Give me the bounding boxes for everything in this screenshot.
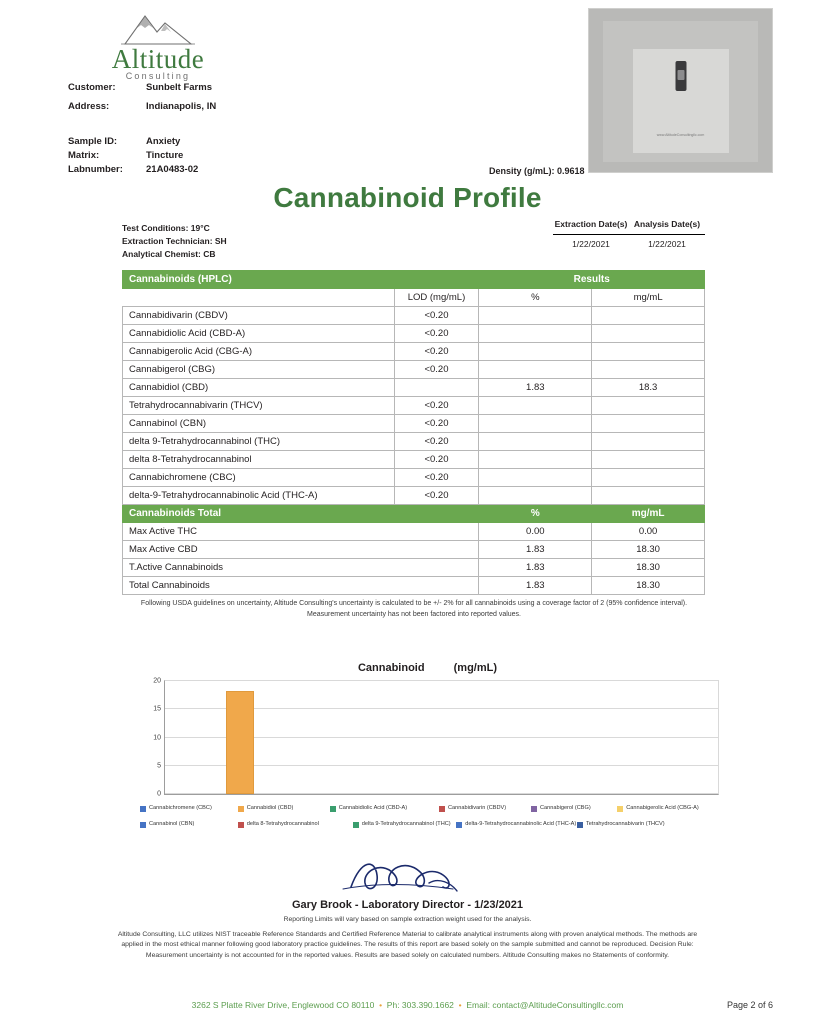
total-pct: 1.83 [479,577,592,595]
table-row [123,451,705,469]
extraction-technician: Extraction Technician: SH [122,235,227,246]
analyte-mg [592,307,705,325]
chart-y-tick-label: 5 [157,762,161,770]
analyte-name: Cannabichromene (CBC) [123,469,395,487]
analyte-lod: <0.20 [394,487,479,505]
legend-swatch [439,806,445,812]
legend-swatch [577,822,583,828]
chart-y-tick-label: 0 [157,790,161,798]
table-row [123,397,705,415]
analyte-lod: <0.20 [394,415,479,433]
sample-block [68,136,198,178]
lod-header: LOD (mg/mL) [394,289,479,307]
legend-swatch [617,806,623,812]
analyte-name: Cannabigerolic Acid (CBG-A) [123,343,395,361]
analysis-date-value: 1/22/2021 [648,238,686,249]
photo-vial [675,61,686,91]
analyte-name: Cannabidiol (CBD) [123,379,395,397]
analyte-name: delta 8-Tetrahydrocannabinol [123,451,395,469]
uncertainty-disclaimer: Following USDA guidelines on uncertainty, Altitude Consulting's uncertainty is calculated to be +/- 2% for all cannabinoids using a coverage factor of 2 (95% confidence interval). Measurement uncertainty has not been factored into reported values. [140,600,688,618]
analyte-mg [592,397,705,415]
table-row [123,487,705,505]
section-header-cell: Cannabinoids (HPLC) [123,271,479,289]
sample-photo [588,8,773,173]
analyte-name: Cannabigerol (CBG) [123,361,395,379]
total-name: T.Active Cannabinoids [123,559,479,577]
analyte-mg [592,487,705,505]
totals-header: Cannabinoids Total [123,505,479,523]
chart-legend-item [353,821,457,828]
footer-email[interactable]: Email: contact@AltitudeConsultingllc.com [466,1000,624,1010]
density-value: Density (g/mL): 0.9618 [489,166,585,176]
customer-block [68,82,216,120]
table-row [123,415,705,433]
legend-swatch [140,806,146,812]
legend-label: Cannabidiolic Acid (CBD-A) [338,805,408,811]
extraction-date-value: 1/22/2021 [572,238,610,249]
table-row [123,361,705,379]
dates-value-row [553,235,705,249]
report-header [0,0,815,180]
analyte-name: Cannabidiolic Acid (CBD-A) [123,325,395,343]
labnumber-label: Labnumber: [68,164,123,175]
chart-title: Cannabinoid [357,662,425,674]
mg-header: mg/mL [592,289,705,307]
legend-label: delta 8-Tetrahydrocannabinol [246,821,319,827]
analyte-lod: <0.20 [394,469,479,487]
chart-y-tick-label: 10 [153,734,161,741]
chart-legend-item [456,821,577,828]
table-section-header [123,271,705,289]
chart-y-tick-label: 20 [153,677,161,685]
address-value: Indianapolis, IN [146,101,217,112]
legend-label: Cannabichromene (CBC) [149,805,212,811]
total-mg: 18.30 [592,559,705,577]
legend-swatch [140,822,146,828]
legend-swatch [238,806,244,812]
sample-id-value: Anxiety [146,136,181,147]
customer-value: Sunbelt Farms [146,82,212,93]
analyte-pct [479,487,592,505]
chart-legend-item [439,805,531,812]
chart-legend-item [330,805,439,812]
signature-image [0,853,815,897]
analyte-mg [592,325,705,343]
legend-swatch [531,806,537,812]
mountain-icon [68,8,248,48]
sample-id-label: Sample ID: [68,136,118,147]
table-row [123,325,705,343]
photo-background [603,21,758,162]
analyte-pct [479,415,592,433]
blank-header-cell [123,289,395,307]
analyte-pct [479,343,592,361]
total-mg: 18.30 [592,541,705,559]
dates-header-row [553,218,705,235]
analyte-lod: <0.20 [394,361,479,379]
analyte-name: Tetrahydrocannabivarin (THCV) [123,397,395,415]
chart-bar [226,691,254,794]
analyte-pct [479,361,592,379]
legend-label: Cannabidiol (CBD) [246,805,294,811]
test-conditions-block [122,222,227,260]
signature-name: Gary Brook - Laboratory Director - 1/23/2021 [291,899,524,911]
analyte-mg [592,469,705,487]
chart-gridline [153,677,718,685]
cannabinoid-table [122,270,705,595]
table-row [123,379,705,397]
address-label: Address: [68,101,110,112]
customer-row [68,82,216,93]
analyte-mg [592,361,705,379]
analyte-name: Cannabidivarin (CBDV) [123,307,395,325]
table-row [123,307,705,325]
signature-area [0,853,815,961]
matrix-row [68,150,198,161]
chart-title-row [136,662,719,674]
labnumber-row [68,164,198,175]
analyte-name: delta 9-Tetrahydrocannabinol (THC) [123,433,395,451]
footer-phone: Ph: 303.390.1662 [386,1000,454,1010]
reporting-limits-note: Reporting Limits will vary based on sample extraction weight used for the analysis. [283,916,532,923]
table-column-header [123,289,705,307]
fine-print: Altitude Consulting, LLC utilizes NIST traceable Reference Standards and Certified Reference Material to calibrate analytical instruments along with proven analytical methods. The methods are applied in the most ethical manner following good laboratory practice guidelines. The results of this report are based solely on the sample submitted and cannot be reproduced. Decision Rule: Measurement uncertainty is not accounted for in the reported values. Results are based solely on calculated numbers. Altitude Consulting makes no Statements of conformity. [117,930,698,959]
analyte-pct [479,433,592,451]
extraction-date-header: Extraction Date(s) [554,219,628,229]
analyte-mg: 18.3 [592,379,705,397]
labnumber-value: 21A0483-02 [146,164,199,175]
chart-legend-item [577,821,681,828]
legend-label: delta 9-Tetrahydrocannabinol (THC) [361,821,451,827]
page-number: Page 2 of 6 [726,1000,773,1010]
analyte-lod [394,379,479,397]
analyte-pct: 1.83 [479,379,592,397]
pct-header: % [479,289,592,307]
page-title: Cannabinoid Profile [273,182,542,213]
totals-pct-header: % [479,505,592,523]
totals-mg-header: mg/mL [592,505,705,523]
footer-separator-2: • [456,1000,464,1010]
total-mg: 18.30 [592,577,705,595]
totals-header-row [123,505,705,523]
total-pct: 0.00 [479,523,592,541]
company-logo [68,8,248,81]
totals-row [123,541,705,559]
legend-swatch [238,822,244,828]
analyte-mg [592,433,705,451]
analyte-pct [479,451,592,469]
company-tagline: Consulting [125,71,191,82]
results-header-cell: Results [479,271,705,289]
legend-label: Cannabinol (CBN) [149,821,195,827]
analytical-chemist: Analytical Chemist: CB [122,248,216,259]
chart-legend-item [140,805,238,812]
totals-row [123,559,705,577]
analyte-name: delta-9-Tetrahydrocannabinolic Acid (THC-A) [123,487,395,505]
table-row [123,343,705,361]
customer-label: Customer: [68,82,116,93]
photo-caption: www.AltitudeConsultingllc.com [656,133,705,137]
dates-box [553,218,705,249]
footer-address: 3262 S Platte River Drive, Englewood CO 80110 [191,1000,375,1010]
totals-row [123,523,705,541]
analyte-mg [592,343,705,361]
legend-swatch [353,822,359,828]
legend-label: Cannabigerol (CBG) [540,805,591,811]
matrix-value: Tincture [146,150,184,161]
legend-swatch [330,806,336,812]
analyte-mg [592,451,705,469]
total-name: Max Active CBD [123,541,479,559]
analyte-lod: <0.20 [394,325,479,343]
chart-legend-item [617,805,715,812]
test-conditions: Test Conditions: 19°C [122,223,210,233]
analyte-pct [479,469,592,487]
table-row [123,469,705,487]
footer [0,1000,815,1010]
chart-unit-label: (mg/mL) [453,662,498,674]
chart-legend-item [531,805,617,812]
chart-y-tick-label: 15 [153,705,161,713]
legend-label: delta-9-Tetrahydrocannabinolic Acid (THC-A) [465,821,577,827]
analyte-lod: <0.20 [394,343,479,361]
analyte-mg [592,415,705,433]
analyte-name: Cannabinol (CBN) [123,415,395,433]
total-name: Total Cannabinoids [123,577,479,595]
total-name: Max Active THC [123,523,479,541]
sample-id-row [68,136,198,147]
analyte-lod: <0.20 [394,397,479,415]
analysis-date-header: Analysis Date(s) [633,219,701,229]
chart-legend-item [140,821,238,828]
total-mg: 0.00 [592,523,705,541]
legend-label: Cannabigerolic Acid (CBG-A) [626,805,699,811]
chart-legend-item [238,821,353,828]
chart-legend [136,805,719,837]
analyte-pct [479,397,592,415]
cannabinoid-chart [136,662,719,837]
analyte-pct [479,325,592,343]
analyte-lod: <0.20 [394,451,479,469]
total-pct: 1.83 [479,541,592,559]
table-row [123,433,705,451]
analyte-pct [479,307,592,325]
matrix-label: Matrix: [68,150,100,161]
totals-row [123,577,705,595]
legend-swatch [456,822,462,828]
chart-plot-area [153,677,719,798]
address-row [68,101,216,112]
company-name: Altitude [111,44,205,74]
analyte-lod: <0.20 [394,307,479,325]
legend-label: Cannabidivarin (CBDV) [448,805,507,811]
analyte-lod: <0.20 [394,433,479,451]
chart-legend-item [238,805,330,812]
conditions-and-dates [0,218,815,266]
legend-label: Tetrahydrocannabivarin (THCV) [586,821,665,827]
footer-separator-1: • [376,1000,385,1010]
total-pct: 1.83 [479,559,592,577]
